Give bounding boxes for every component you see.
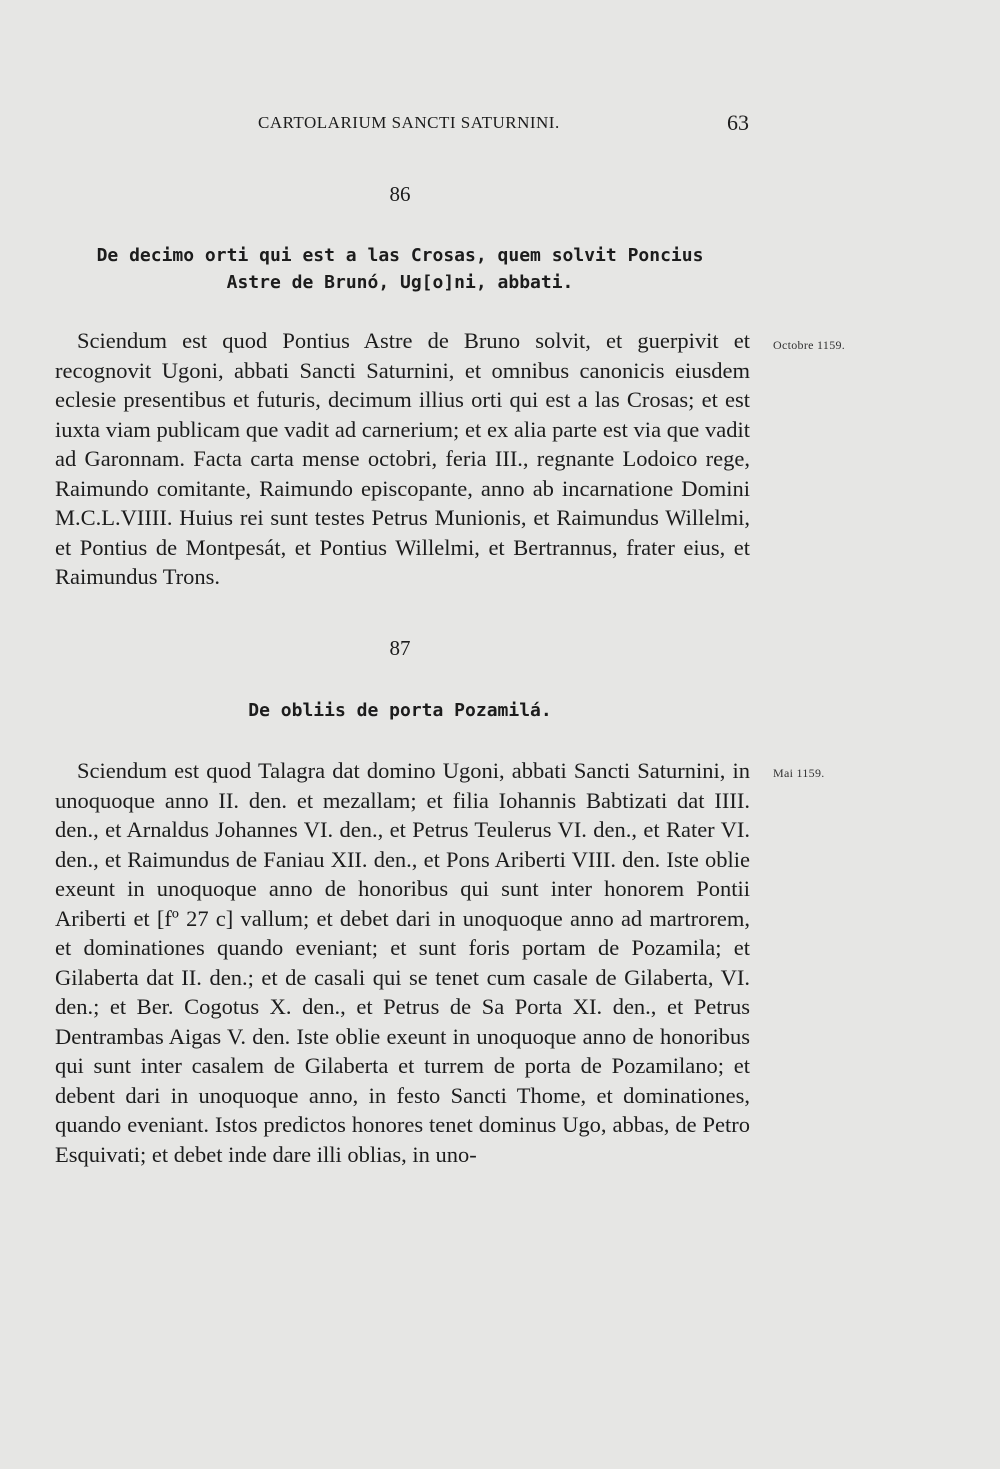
charter-number: 86 xyxy=(389,182,411,206)
running-head: CARTOLARIUM SANCTI SATURNINI. xyxy=(258,113,560,132)
page-number: 63 xyxy=(727,110,749,135)
margin-date: Octobre 1159. xyxy=(773,338,846,352)
charter-body: Sciendum est quod Pontius Astre de Bruno solvit, et guerpivit et recognovit Ugoni, abbati Sancti Saturnini, et omnibus canonicis eiusdem eclesie presentibus et futuris, decimum illius orti qui est a las Crosas; et est iuxta viam publicam que vadit ad carnerium; et ex alia parte est via que vadit ad Garonnam. Facta carta mense octobri, feria III., regnante Lodoico rege, Raimundo comitante, Raimundo episcopante, anno ab incarnatione Domini M.C.L.VIIII. Huius rei sunt testes Petrus Munionis, et Raimundus Willelmi, et Pontius de Montpesát, et Pontius Willelmi, et Bertrannus, frater eius, et Raimundus Trons. xyxy=(55,328,750,589)
charter-number: 87 xyxy=(389,636,411,660)
charter-body: Sciendum est quod Talagra dat domino Ugoni, abbati Sancti Saturnini, in unoquoque anno II. den. et mezallam; et filia Iohannis Babtizati dat IIII. den., et Arnaldus Johannes VI. den., et Petrus Teulerus VI. den., et Rater VI. den., et Raimundus de Faniau XII. den., et Pons Ariberti VIII. den. Iste oblie exeunt in unoquoque anno de honoribus qui sunt inter honorem Pontii Ariberti et [fº 27 c] vallum; et debet dari in unoquoque anno ad martrorem, et dominationes quando eveniant; et sunt foris portam de Pozamila; et Gilaberta dat II. den.; et de casali qui se tenet cum casale de Gilaberta, VI. den.; et Ber. Cogotus X. den., et Petrus de Sa Porta XI. den., et Petrus Dentrambas Aigas V. den. Iste oblie exeunt in unoquoque anno de honoribus qui sunt inter casalem de Gilaberta et turrem de porta de Pozamilano; et debent dari in unoquoque anno, in festo Sancti Thome, et dominationes, quando eveniant. Istos predictos honores tenet dominus Ugo, abbas, de Petro Esquivati; et debet inde dare illi oblias, in uno- xyxy=(55,758,750,1167)
charter-title: De decimo orti qui est a las Crosas, quem solvit Poncius Astre de Brunó, Ug[o]ni, abbati. xyxy=(96,245,704,293)
charter-title: De obliis de porta Pozamilá. xyxy=(248,700,552,721)
margin-date: Mai 1159. xyxy=(773,766,825,780)
